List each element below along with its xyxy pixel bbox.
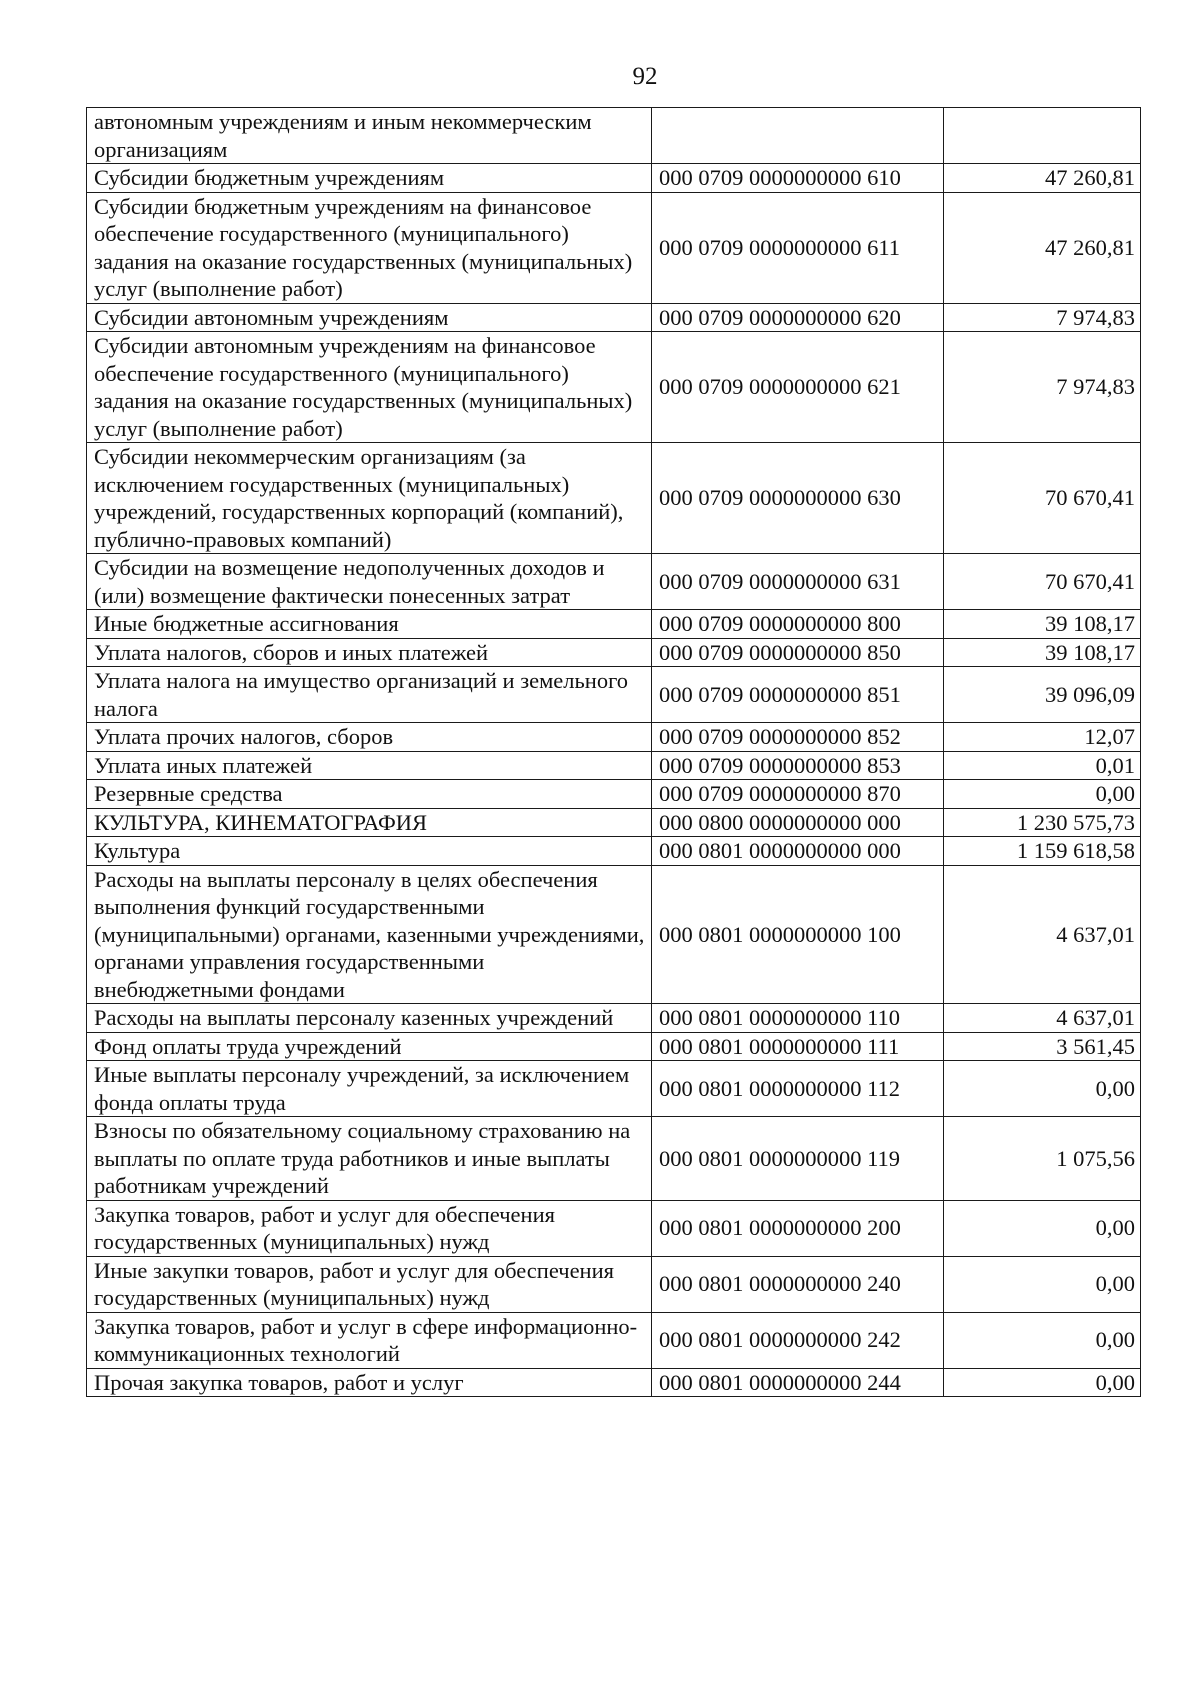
row-name-cell: КУЛЬТУРА, КИНЕМАТОГРАФИЯ bbox=[87, 808, 652, 837]
row-value-cell: 70 670,41 bbox=[944, 443, 1141, 554]
row-value-cell: 7 974,83 bbox=[944, 332, 1141, 443]
row-code-cell: 000 0800 0000000000 000 bbox=[652, 808, 944, 837]
row-value-cell: 3 561,45 bbox=[944, 1032, 1141, 1061]
row-code-cell: 000 0801 0000000000 000 bbox=[652, 837, 944, 866]
row-value-cell: 7 974,83 bbox=[944, 303, 1141, 332]
row-code-cell bbox=[652, 108, 944, 164]
table-row bbox=[87, 1061, 1141, 1117]
table-row bbox=[87, 332, 1141, 443]
row-value-cell: 0,00 bbox=[944, 1061, 1141, 1117]
row-value-cell: 0,01 bbox=[944, 751, 1141, 780]
row-value-cell: 4 637,01 bbox=[944, 865, 1141, 1004]
row-code-cell: 000 0801 0000000000 111 bbox=[652, 1032, 944, 1061]
row-value-cell: 39 108,17 bbox=[944, 638, 1141, 667]
row-code-cell: 000 0709 0000000000 620 bbox=[652, 303, 944, 332]
row-name-cell: Субсидии на возмещение недополученных доходов и (или) возмещение фактически понесенных затрат bbox=[87, 554, 652, 610]
row-name-cell: автономным учреждениям и иным некоммерческим организациям bbox=[87, 108, 652, 164]
row-value-cell: 1 159 618,58 bbox=[944, 837, 1141, 866]
row-name-cell: Уплата прочих налогов, сборов bbox=[87, 723, 652, 752]
row-code-cell: 000 0801 0000000000 110 bbox=[652, 1004, 944, 1033]
row-name-cell: Расходы на выплаты персоналу казенных учреждений bbox=[87, 1004, 652, 1033]
row-code-cell: 000 0709 0000000000 850 bbox=[652, 638, 944, 667]
row-name-cell: Уплата налогов, сборов и иных платежей bbox=[87, 638, 652, 667]
table-row bbox=[87, 723, 1141, 752]
table-row bbox=[87, 780, 1141, 809]
table-row bbox=[87, 1117, 1141, 1201]
row-name-cell: Субсидии некоммерческим организациям (за исключением государственных (муниципальных) учреждений, государственных корпораций (компаний), публично-правовых компаний) bbox=[87, 443, 652, 554]
row-code-cell: 000 0801 0000000000 240 bbox=[652, 1256, 944, 1312]
row-value-cell: 39 108,17 bbox=[944, 610, 1141, 639]
row-code-cell: 000 0709 0000000000 853 bbox=[652, 751, 944, 780]
row-value-cell: 0,00 bbox=[944, 780, 1141, 809]
row-code-cell: 000 0801 0000000000 100 bbox=[652, 865, 944, 1004]
row-code-cell: 000 0801 0000000000 244 bbox=[652, 1368, 944, 1397]
row-name-cell: Субсидии бюджетным учреждениям bbox=[87, 164, 652, 193]
row-value-cell: 1 075,56 bbox=[944, 1117, 1141, 1201]
table-row bbox=[87, 1004, 1141, 1033]
table-row bbox=[87, 554, 1141, 610]
table-row bbox=[87, 164, 1141, 193]
row-value-cell: 12,07 bbox=[944, 723, 1141, 752]
table-row bbox=[87, 1200, 1141, 1256]
row-code-cell: 000 0801 0000000000 200 bbox=[652, 1200, 944, 1256]
table-row bbox=[87, 837, 1141, 866]
row-name-cell: Иные бюджетные ассигнования bbox=[87, 610, 652, 639]
row-value-cell: 0,00 bbox=[944, 1312, 1141, 1368]
row-name-cell: Субсидии автономным учреждениям на финансовое обеспечение государственного (муниципального) задания на оказание государственных (муниципальных) услуг (выполнение работ) bbox=[87, 332, 652, 443]
row-value-cell: 47 260,81 bbox=[944, 164, 1141, 193]
row-code-cell: 000 0709 0000000000 852 bbox=[652, 723, 944, 752]
table-row bbox=[87, 108, 1141, 164]
page-number: 92 bbox=[632, 63, 658, 90]
row-code-cell: 000 0709 0000000000 621 bbox=[652, 332, 944, 443]
row-code-cell: 000 0709 0000000000 851 bbox=[652, 667, 944, 723]
table-row bbox=[87, 1368, 1141, 1397]
table-row bbox=[87, 808, 1141, 837]
table-row bbox=[87, 443, 1141, 554]
row-code-cell: 000 0801 0000000000 119 bbox=[652, 1117, 944, 1201]
table-row bbox=[87, 1312, 1141, 1368]
table-row bbox=[87, 667, 1141, 723]
row-name-cell: Расходы на выплаты персоналу в целях обеспечения выполнения функций государственными (муниципальными) органами, казенными учреждениями, органами управления государственными внебюджетными фондами bbox=[87, 865, 652, 1004]
row-value-cell: 1 230 575,73 bbox=[944, 808, 1141, 837]
row-code-cell: 000 0709 0000000000 631 bbox=[652, 554, 944, 610]
row-value-cell: 0,00 bbox=[944, 1256, 1141, 1312]
row-name-cell: Уплата иных платежей bbox=[87, 751, 652, 780]
table-row bbox=[87, 865, 1141, 1004]
row-value-cell: 4 637,01 bbox=[944, 1004, 1141, 1033]
row-name-cell: Уплата налога на имущество организаций и земельного налога bbox=[87, 667, 652, 723]
row-name-cell: Субсидии автономным учреждениям bbox=[87, 303, 652, 332]
row-value-cell: 70 670,41 bbox=[944, 554, 1141, 610]
row-name-cell: Закупка товаров, работ и услуг для обеспечения государственных (муниципальных) нужд bbox=[87, 1200, 652, 1256]
row-name-cell: Иные закупки товаров, работ и услуг для обеспечения государственных (муниципальных) нужд bbox=[87, 1256, 652, 1312]
table-row bbox=[87, 751, 1141, 780]
table-row bbox=[87, 638, 1141, 667]
row-value-cell bbox=[944, 108, 1141, 164]
row-name-cell: Фонд оплаты труда учреждений bbox=[87, 1032, 652, 1061]
row-name-cell: Взносы по обязательному социальному страхованию на выплаты по оплате труда работников и иные выплаты работникам учреждений bbox=[87, 1117, 652, 1201]
row-code-cell: 000 0801 0000000000 242 bbox=[652, 1312, 944, 1368]
row-name-cell: Субсидии бюджетным учреждениям на финансовое обеспечение государственного (муниципального) задания на оказание государственных (муниципальных) услуг (выполнение работ) bbox=[87, 192, 652, 303]
row-value-cell: 39 096,09 bbox=[944, 667, 1141, 723]
row-value-cell: 47 260,81 bbox=[944, 192, 1141, 303]
row-code-cell: 000 0801 0000000000 112 bbox=[652, 1061, 944, 1117]
row-code-cell: 000 0709 0000000000 800 bbox=[652, 610, 944, 639]
row-name-cell: Резервные средства bbox=[87, 780, 652, 809]
row-name-cell: Прочая закупка товаров, работ и услуг bbox=[87, 1368, 652, 1397]
row-code-cell: 000 0709 0000000000 611 bbox=[652, 192, 944, 303]
row-value-cell: 0,00 bbox=[944, 1200, 1141, 1256]
table-row bbox=[87, 303, 1141, 332]
row-value-cell: 0,00 bbox=[944, 1368, 1141, 1397]
table-row bbox=[87, 1256, 1141, 1312]
row-code-cell: 000 0709 0000000000 630 bbox=[652, 443, 944, 554]
budget-table-body bbox=[87, 108, 1141, 1397]
row-name-cell: Иные выплаты персоналу учреждений, за исключением фонда оплаты труда bbox=[87, 1061, 652, 1117]
row-code-cell: 000 0709 0000000000 870 bbox=[652, 780, 944, 809]
row-code-cell: 000 0709 0000000000 610 bbox=[652, 164, 944, 193]
table-row bbox=[87, 192, 1141, 303]
table-row bbox=[87, 1032, 1141, 1061]
row-name-cell: Культура bbox=[87, 837, 652, 866]
budget-table bbox=[86, 107, 1141, 1397]
row-name-cell: Закупка товаров, работ и услуг в сфере информационно-коммуникационных технологий bbox=[87, 1312, 652, 1368]
table-row bbox=[87, 610, 1141, 639]
